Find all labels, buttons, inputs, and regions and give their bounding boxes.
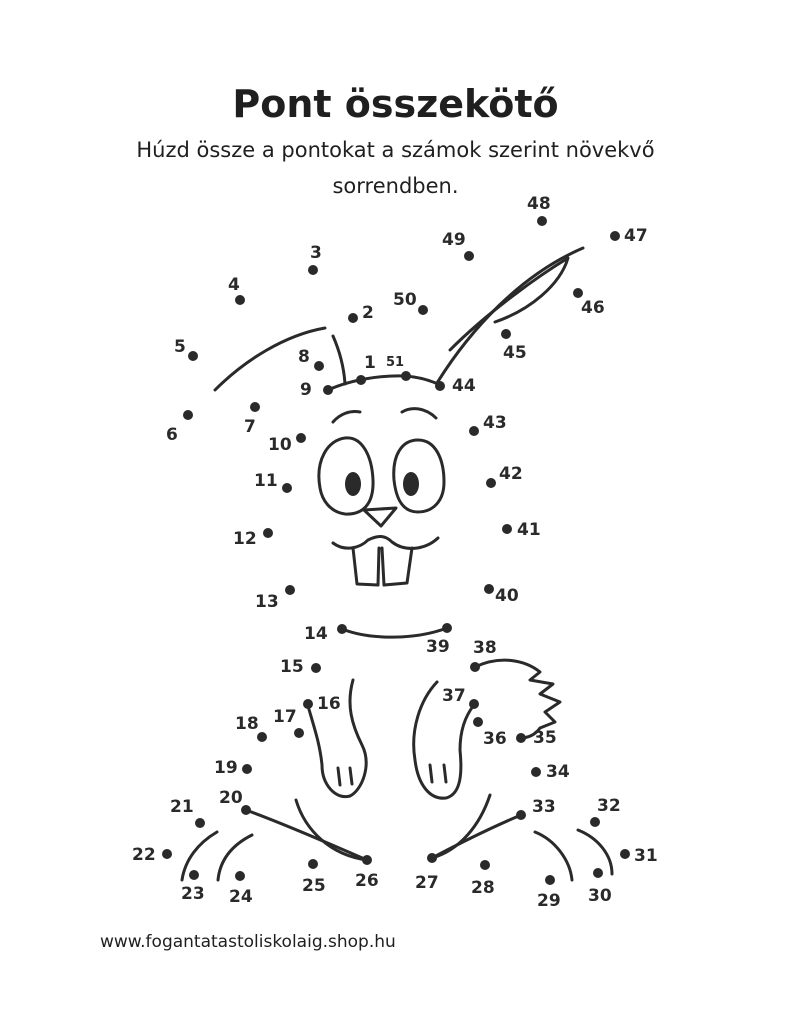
left-eye: [319, 438, 373, 514]
dot-15: [280, 657, 321, 677]
svg-text:43: 43: [483, 413, 507, 433]
dot-41: [502, 520, 541, 540]
svg-text:26: 26: [355, 871, 379, 891]
svg-text:51: 51: [386, 355, 405, 370]
svg-text:29: 29: [537, 891, 561, 911]
right-foot-toe-1: [535, 832, 572, 880]
dot-31: [620, 846, 658, 866]
svg-text:48: 48: [527, 194, 551, 214]
dot-1: [356, 353, 376, 385]
left-leg-2: [296, 800, 367, 860]
svg-text:11: 11: [254, 471, 278, 491]
svg-text:12: 12: [233, 529, 257, 549]
dot-25: [302, 859, 326, 896]
svg-text:13: 13: [255, 592, 279, 612]
svg-text:4: 4: [228, 275, 240, 295]
dot-37: [442, 686, 479, 709]
right-foot-toe-2: [578, 830, 612, 874]
svg-text:6: 6: [166, 425, 178, 445]
dot-21: [170, 797, 205, 828]
svg-text:8: 8: [298, 347, 310, 367]
svg-text:7: 7: [244, 417, 256, 437]
svg-text:15: 15: [280, 657, 304, 677]
svg-text:47: 47: [624, 226, 648, 246]
left-foot-toe-1: [182, 832, 217, 880]
dot-40: [484, 584, 519, 606]
dot-20: [219, 788, 251, 815]
svg-text:9: 9: [300, 380, 312, 400]
dot-36: [473, 717, 507, 749]
left-leg-1: [246, 810, 367, 860]
dots-layer: [132, 194, 658, 911]
svg-text:18: 18: [235, 714, 259, 734]
dot-5: [174, 337, 198, 361]
dot-29: [537, 875, 561, 911]
dot-27: [415, 853, 439, 893]
svg-text:19: 19: [214, 758, 238, 778]
dot-8: [298, 347, 324, 371]
dot-2: [348, 303, 374, 323]
svg-text:44: 44: [452, 376, 476, 396]
svg-text:3: 3: [310, 243, 322, 263]
bunny-outline: [182, 248, 612, 880]
dot-22: [132, 845, 172, 865]
dot-45: [501, 329, 527, 363]
dot-13: [255, 585, 295, 612]
svg-text:41: 41: [517, 520, 541, 540]
svg-text:2: 2: [362, 303, 374, 323]
teeth: [353, 548, 412, 585]
svg-text:34: 34: [546, 762, 570, 782]
svg-text:38: 38: [473, 638, 497, 658]
dot-11: [254, 471, 292, 493]
dot-47: [610, 226, 648, 246]
right-eye: [394, 440, 444, 512]
dot-28: [471, 860, 495, 898]
svg-text:22: 22: [132, 845, 156, 865]
svg-text:1: 1: [364, 353, 376, 373]
svg-text:36: 36: [483, 729, 507, 749]
dot-6: [166, 410, 193, 445]
dot-30: [588, 868, 612, 906]
svg-text:33: 33: [532, 797, 556, 817]
svg-text:37: 37: [442, 686, 466, 706]
svg-text:5: 5: [174, 337, 186, 357]
dot-46: [573, 288, 605, 318]
dot-48: [527, 194, 551, 226]
dot-34: [531, 762, 570, 782]
left-eyebrow: [333, 411, 360, 422]
svg-text:32: 32: [597, 796, 621, 816]
dot-43: [469, 413, 507, 436]
svg-text:42: 42: [499, 464, 523, 484]
right-eyebrow: [402, 409, 436, 418]
dot-42: [486, 464, 523, 488]
left-paw-toes: [338, 768, 352, 785]
dot-9: [300, 380, 333, 400]
right-pupil: [403, 472, 419, 496]
dot-23: [181, 870, 205, 904]
svg-text:31: 31: [634, 846, 658, 866]
dot-38: [470, 638, 497, 672]
svg-text:14: 14: [304, 624, 328, 644]
svg-text:10: 10: [268, 435, 292, 455]
svg-text:27: 27: [415, 873, 439, 893]
dot-39: [426, 623, 452, 657]
svg-text:16: 16: [317, 694, 341, 714]
svg-text:24: 24: [229, 887, 253, 907]
chin: [342, 628, 447, 637]
dot-17: [273, 707, 304, 738]
tail: [475, 660, 560, 738]
svg-text:30: 30: [588, 886, 612, 906]
dot-12: [233, 528, 273, 549]
dot-7: [244, 402, 260, 437]
dot-49: [442, 230, 474, 261]
svg-text:45: 45: [503, 343, 527, 363]
dot-19: [214, 758, 252, 778]
dot-18: [235, 714, 267, 742]
svg-text:21: 21: [170, 797, 194, 817]
dot-32: [590, 796, 621, 827]
dot-3: [308, 243, 322, 275]
svg-text:28: 28: [471, 878, 495, 898]
dot-50: [393, 290, 428, 315]
dot-14: [304, 624, 347, 644]
dot-26: [355, 855, 379, 891]
dot-10: [268, 433, 306, 455]
left-ear-inner: [333, 336, 345, 384]
nose: [364, 508, 396, 526]
left-foot-toe-2: [218, 835, 252, 880]
dot-33: [516, 797, 556, 820]
left-pupil: [345, 472, 361, 496]
svg-text:35: 35: [533, 728, 557, 748]
instructions: Húzd össze a pontokat a számok szerint növekvő sorrendben.: [136, 138, 655, 198]
svg-text:50: 50: [393, 290, 417, 310]
right-paw-toes: [430, 765, 446, 782]
svg-text:23: 23: [181, 884, 205, 904]
dot-24: [229, 871, 253, 907]
svg-text:20: 20: [219, 788, 243, 808]
svg-text:17: 17: [273, 707, 297, 727]
page-title: Pont összekötő: [232, 82, 559, 126]
dot-4: [228, 275, 245, 305]
svg-text:46: 46: [581, 298, 605, 318]
svg-text:49: 49: [442, 230, 466, 250]
website-url: www.fogantatastoliskolaig.shop.hu: [100, 932, 396, 952]
svg-text:25: 25: [302, 876, 326, 896]
dot-35: [516, 728, 557, 748]
mouth: [333, 536, 438, 548]
right-leg-2: [432, 795, 490, 858]
svg-text:39: 39: [426, 637, 450, 657]
svg-text:40: 40: [495, 586, 519, 606]
